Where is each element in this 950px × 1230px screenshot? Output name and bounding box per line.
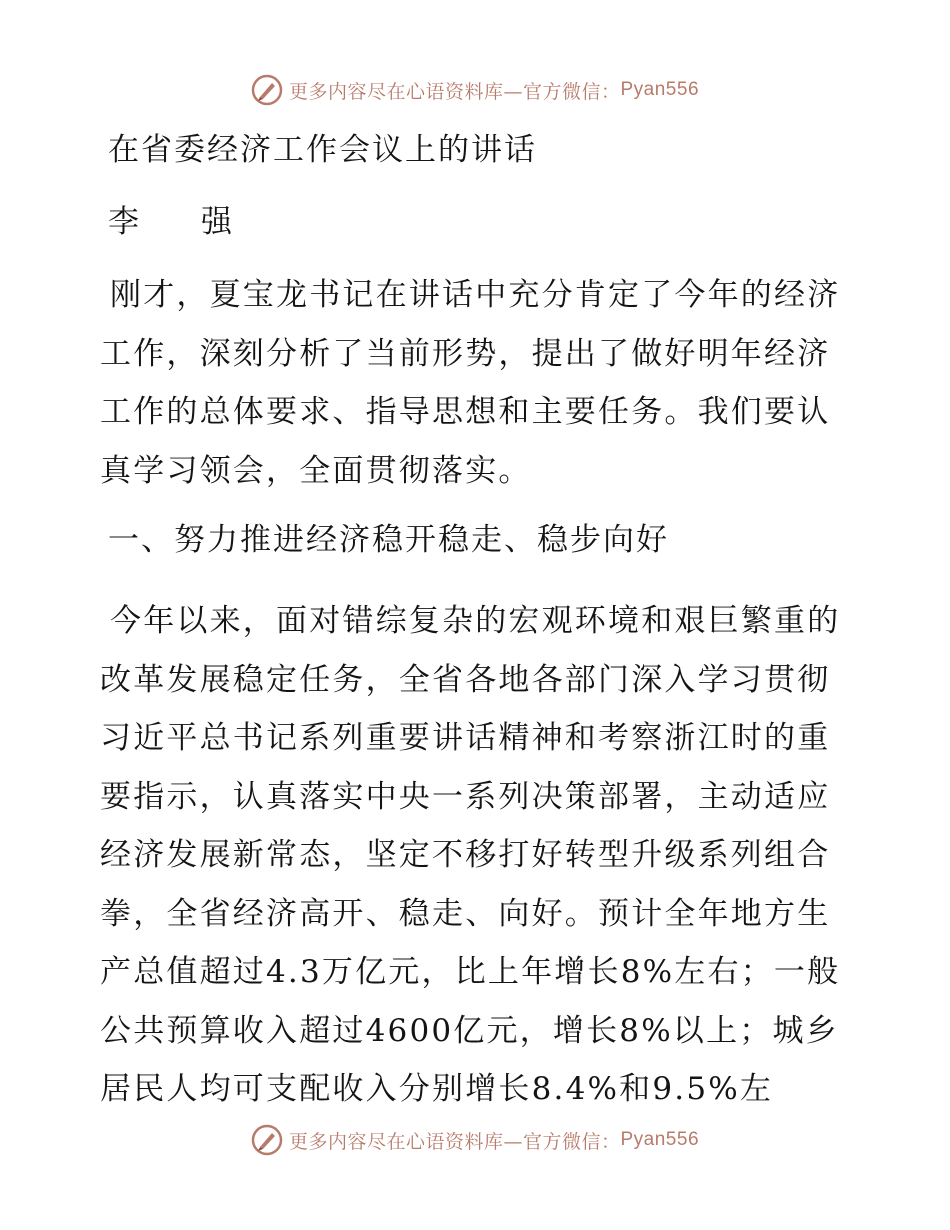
section-heading: 一、努力推进经济稳开稳走、稳步向好: [108, 522, 669, 558]
pen-logo-icon: [251, 74, 283, 106]
document-author: 李 强: [108, 204, 232, 240]
watermark-contact: Pyan556: [620, 1129, 700, 1150]
watermark-contact: Pyan556: [620, 79, 700, 100]
intro-paragraph: 刚才，夏宝龙书记在讲话中充分肯定了今年的经济工作，深刻分析了当前形势，提出了做好明年经济工作的总体要求、指导思想和主要任务。我们要认真学习领会，全面贯彻落实。: [100, 277, 841, 489]
footer-watermark: [0, 1120, 950, 1160]
header-watermark: [0, 70, 950, 110]
watermark-text: 更多内容尽在心语资料库—官方微信：: [288, 1130, 621, 1153]
watermark-text: 更多内容尽在心语资料库—官方微信：: [288, 80, 621, 103]
pen-logo-icon: [251, 1124, 283, 1156]
body-paragraph: 今年以来，面对错综复杂的宏观环境和艰巨繁重的改革发展稳定任务，全省各地各部门深入学习贯彻习近平总书记系列重要讲话精神和考察浙江时的重要指示，认真落实中央一系列决策部署，主动适应经济发展新常态，坚定不移打好转型升级系列组合拳，全省经济高开、稳走、向好。预计全年地方生产总值超过4.3万亿元，比上年增长8%左右；一般公共预算收入超过4600亿元，增长8%以上；城乡居民人均可支配收入分别增长8.4%和9.5%左: [100, 603, 841, 1107]
document-title: 在省委经济工作会议上的讲话: [108, 132, 537, 168]
